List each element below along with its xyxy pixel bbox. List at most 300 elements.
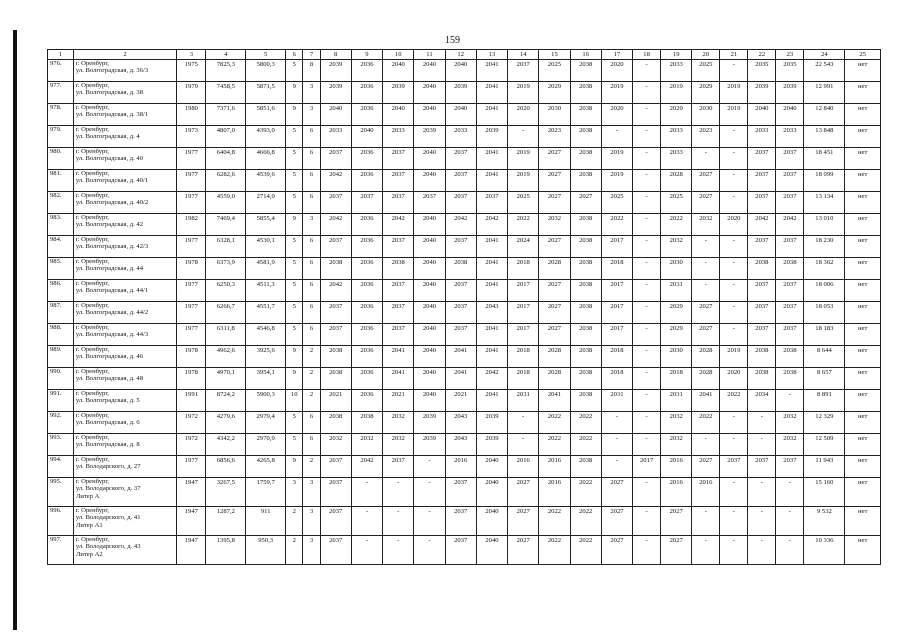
- address-line: г. Оренбург,: [75, 390, 109, 397]
- data-cell: 2038: [570, 60, 601, 82]
- data-cell: 2040: [414, 82, 445, 104]
- data-cell: 2037: [748, 170, 776, 192]
- data-cell: -: [776, 478, 804, 507]
- data-cell: 2036: [351, 60, 382, 82]
- address-line: ул. Волгоградская, д. 8: [75, 441, 140, 449]
- row-number-cell: 992.: [48, 412, 74, 434]
- data-cell: 1978: [177, 346, 206, 368]
- address-line: г. Оренбург,: [75, 346, 109, 353]
- data-cell: 2041: [476, 104, 507, 126]
- data-cell: 2037: [320, 507, 351, 536]
- data-cell: 2019: [508, 82, 539, 104]
- data-cell: 2042: [320, 280, 351, 302]
- data-cell: 2027: [692, 170, 720, 192]
- data-cell: 2019: [661, 82, 692, 104]
- data-cell: 2037: [320, 148, 351, 170]
- data-cell: 4581,9: [246, 258, 286, 280]
- data-cell: 6: [303, 258, 320, 280]
- data-cell: 2041: [476, 60, 507, 82]
- data-cell: 2041: [476, 170, 507, 192]
- data-cell: 6: [303, 126, 320, 148]
- column-number-header: 4: [206, 50, 246, 60]
- data-cell: 2040: [414, 170, 445, 192]
- table-row: [48, 60, 881, 82]
- data-cell: 12 509: [804, 434, 845, 456]
- data-cell: 5: [286, 280, 303, 302]
- data-cell: 7458,5: [206, 82, 246, 104]
- data-cell: -: [351, 478, 382, 507]
- row-number-cell: 989.: [48, 346, 74, 368]
- data-cell: 2037: [320, 478, 351, 507]
- data-cell: 2022: [570, 412, 601, 434]
- table-row: [48, 507, 881, 536]
- data-cell: 8724,2: [206, 390, 246, 412]
- address-line: ул. Волгоградская, д. 40: [75, 155, 144, 163]
- data-cell: 11 943: [804, 456, 845, 478]
- table-row: [48, 434, 881, 456]
- data-cell: 2041: [383, 346, 414, 368]
- data-cell: 2028: [539, 368, 570, 390]
- table-row: [48, 148, 881, 170]
- data-cell: 2037: [748, 236, 776, 258]
- address-line: г. Оренбург,: [75, 478, 109, 485]
- data-cell: 2032: [661, 236, 692, 258]
- row-number-cell: 997.: [48, 536, 74, 565]
- data-cell: 5: [286, 170, 303, 192]
- data-cell: 2018: [661, 368, 692, 390]
- data-cell: 2036: [351, 346, 382, 368]
- data-cell: 2037: [445, 302, 476, 324]
- data-cell: 2042: [476, 214, 507, 236]
- data-cell: 1978: [177, 368, 206, 390]
- data-cell: 2022: [601, 214, 632, 236]
- data-cell: 4393,0: [246, 126, 286, 148]
- data-cell: 2038: [570, 148, 601, 170]
- column-number-header: 13: [476, 50, 507, 60]
- data-cell: 2018: [601, 258, 632, 280]
- address-line: ул. Волгоградская, д. 44/3: [75, 331, 149, 339]
- address-line: Литер А2: [75, 550, 103, 558]
- data-cell: -: [633, 60, 661, 82]
- data-cell: 2035: [748, 60, 776, 82]
- data-cell: -: [692, 434, 720, 456]
- data-cell: 4807,0: [206, 126, 246, 148]
- data-cell: нет: [845, 536, 881, 565]
- data-cell: 2: [303, 368, 320, 390]
- data-cell: 2037: [383, 148, 414, 170]
- table-row: [48, 192, 881, 214]
- data-cell: 15 160: [804, 478, 845, 507]
- data-cell: 8 644: [804, 346, 845, 368]
- data-cell: 2032: [351, 434, 382, 456]
- data-cell: 2037: [776, 456, 804, 478]
- data-cell: 4551,7: [246, 302, 286, 324]
- address-cell: [73, 126, 176, 148]
- data-cell: -: [633, 536, 661, 565]
- address-line: г. Оренбург,: [75, 236, 109, 243]
- data-cell: 2038: [776, 258, 804, 280]
- data-cell: -: [633, 280, 661, 302]
- data-cell: 6250,3: [206, 280, 246, 302]
- data-cell: 2034: [748, 390, 776, 412]
- data-cell: 2039: [476, 126, 507, 148]
- data-cell: 2036: [351, 368, 382, 390]
- data-cell: нет: [845, 148, 881, 170]
- data-cell: 2038: [570, 390, 601, 412]
- data-cell: 1759,7: [246, 478, 286, 507]
- data-cell: 2024: [508, 236, 539, 258]
- data-cell: 3: [303, 507, 320, 536]
- column-number-header: 25: [845, 50, 881, 60]
- data-cell: 5851,6: [246, 104, 286, 126]
- column-number-header: 24: [804, 50, 845, 60]
- data-cell: 2032: [692, 214, 720, 236]
- address-cell: [73, 192, 176, 214]
- data-cell: 2018: [508, 346, 539, 368]
- address-cell: [73, 507, 176, 536]
- data-cell: 2040: [445, 104, 476, 126]
- data-cell: 2036: [351, 236, 382, 258]
- data-cell: 2037: [776, 192, 804, 214]
- data-cell: 2038: [570, 368, 601, 390]
- data-cell: 2025: [539, 60, 570, 82]
- address-line: ул. Володарского, д. 37: [75, 485, 141, 493]
- address-line: г. Оренбург,: [75, 126, 109, 133]
- address-line: ул. Волгоградская, д. 40/1: [75, 177, 149, 185]
- data-cell: 2027: [692, 192, 720, 214]
- address-cell: [73, 456, 176, 478]
- binding-edge-mark: [13, 30, 17, 630]
- data-cell: 2029: [692, 82, 720, 104]
- data-cell: 2027: [661, 536, 692, 565]
- data-cell: 2041: [476, 236, 507, 258]
- data-cell: 2039: [776, 82, 804, 104]
- table-row: [48, 390, 881, 412]
- data-cell: нет: [845, 214, 881, 236]
- data-cell: 2040: [476, 478, 507, 507]
- data-cell: нет: [845, 346, 881, 368]
- data-cell: -: [633, 390, 661, 412]
- address-line: г. Оренбург,: [75, 368, 109, 375]
- data-cell: -: [776, 536, 804, 565]
- address-cell: [73, 536, 176, 565]
- data-cell: нет: [845, 434, 881, 456]
- data-cell: 1977: [177, 302, 206, 324]
- data-cell: 6311,8: [206, 324, 246, 346]
- data-cell: 1977: [177, 148, 206, 170]
- data-cell: 2022: [692, 412, 720, 434]
- data-cell: -: [633, 214, 661, 236]
- data-cell: 2038: [570, 126, 601, 148]
- table-row: [48, 412, 881, 434]
- data-cell: 2040: [445, 60, 476, 82]
- data-cell: 2020: [601, 60, 632, 82]
- data-cell: 12 840: [804, 104, 845, 126]
- table-row: [48, 302, 881, 324]
- data-cell: -: [633, 302, 661, 324]
- row-number-cell: 990.: [48, 368, 74, 390]
- data-cell: 2714,0: [246, 192, 286, 214]
- data-cell: 4539,6: [246, 170, 286, 192]
- data-cell: 2037: [445, 280, 476, 302]
- data-cell: 5: [286, 60, 303, 82]
- address-cell: [73, 280, 176, 302]
- column-number-header: 17: [601, 50, 632, 60]
- data-cell: 1977: [177, 280, 206, 302]
- row-number-cell: 993.: [48, 434, 74, 456]
- data-cell: 2027: [692, 456, 720, 478]
- data-cell: 2020: [661, 104, 692, 126]
- data-cell: -: [508, 412, 539, 434]
- data-cell: 5: [286, 126, 303, 148]
- data-cell: 2023: [539, 126, 570, 148]
- column-number-header: 10: [383, 50, 414, 60]
- data-cell: 1978: [177, 258, 206, 280]
- data-cell: 2036: [351, 104, 382, 126]
- data-cell: 2023: [692, 126, 720, 148]
- data-cell: нет: [845, 82, 881, 104]
- data-cell: 6282,6: [206, 170, 246, 192]
- data-cell: 2025: [661, 192, 692, 214]
- data-cell: -: [748, 434, 776, 456]
- data-cell: 2037: [445, 478, 476, 507]
- data-cell: 2036: [351, 170, 382, 192]
- address-line: Литер А: [75, 492, 100, 500]
- data-cell: 2016: [508, 456, 539, 478]
- data-cell: 2038: [320, 412, 351, 434]
- address-line: ул. Волгоградская, д. 48: [75, 375, 144, 383]
- data-cell: 13 134: [804, 192, 845, 214]
- data-cell: нет: [845, 368, 881, 390]
- data-cell: 2039: [414, 126, 445, 148]
- data-cell: 2027: [539, 302, 570, 324]
- address-cell: [73, 302, 176, 324]
- data-cell: 2019: [720, 82, 748, 104]
- data-cell: 1972: [177, 434, 206, 456]
- data-cell: 1979: [177, 82, 206, 104]
- data-cell: 2025: [601, 192, 632, 214]
- data-cell: 2017: [633, 456, 661, 478]
- data-cell: 2027: [508, 507, 539, 536]
- data-cell: 2: [286, 507, 303, 536]
- data-cell: 2038: [570, 302, 601, 324]
- address-line: ул. Волгоградская, д. 44/2: [75, 309, 149, 317]
- data-cell: 2036: [351, 82, 382, 104]
- data-cell: 4666,8: [246, 148, 286, 170]
- table-row: [48, 536, 881, 565]
- data-cell: 2040: [476, 456, 507, 478]
- data-cell: 2038: [748, 258, 776, 280]
- data-cell: 2037: [776, 148, 804, 170]
- data-cell: 2038: [320, 346, 351, 368]
- data-cell: 2040: [414, 280, 445, 302]
- data-cell: 8 891: [804, 390, 845, 412]
- data-cell: 6: [303, 412, 320, 434]
- table-row: [48, 368, 881, 390]
- data-cell: 2019: [601, 82, 632, 104]
- data-cell: 2040: [414, 324, 445, 346]
- data-cell: 2038: [320, 368, 351, 390]
- data-cell: нет: [845, 236, 881, 258]
- data-cell: 2037: [445, 148, 476, 170]
- data-cell: 2040: [414, 346, 445, 368]
- data-cell: 2020: [720, 368, 748, 390]
- data-cell: 2032: [776, 434, 804, 456]
- data-cell: 2019: [601, 148, 632, 170]
- data-cell: 2040: [383, 104, 414, 126]
- data-cell: 18 362: [804, 258, 845, 280]
- data-cell: 2022: [539, 412, 570, 434]
- address-line: ул. Володарского, д. 41: [75, 514, 141, 522]
- data-cell: 2042: [383, 214, 414, 236]
- data-cell: 2018: [508, 258, 539, 280]
- data-cell: 2038: [748, 346, 776, 368]
- data-cell: 2043: [445, 412, 476, 434]
- data-cell: -: [633, 258, 661, 280]
- data-cell: 2037: [320, 456, 351, 478]
- data-cell: 2029: [661, 302, 692, 324]
- data-cell: 2037: [508, 60, 539, 82]
- row-number-cell: 986.: [48, 280, 74, 302]
- data-cell: 2041: [476, 346, 507, 368]
- data-cell: 2027: [508, 536, 539, 565]
- address-line: г. Оренбург,: [75, 456, 109, 463]
- data-cell: 1972: [177, 412, 206, 434]
- data-cell: -: [748, 536, 776, 565]
- address-line: ул. Волгоградская, д. 38: [75, 89, 144, 97]
- data-cell: 6: [303, 192, 320, 214]
- data-cell: 2036: [351, 214, 382, 236]
- data-cell: -: [601, 412, 632, 434]
- data-cell: 2037: [476, 192, 507, 214]
- data-cell: -: [720, 412, 748, 434]
- row-number-cell: 982.: [48, 192, 74, 214]
- column-number-header: 5: [246, 50, 286, 60]
- data-cell: 1287,2: [206, 507, 246, 536]
- data-cell: -: [383, 536, 414, 565]
- data-cell: -: [633, 192, 661, 214]
- data-cell: 2037: [445, 170, 476, 192]
- data-cell: 8 657: [804, 368, 845, 390]
- address-line: г. Оренбург,: [75, 258, 109, 265]
- data-cell: 1947: [177, 478, 206, 507]
- data-cell: 4559,0: [206, 192, 246, 214]
- address-line: ул. Волгоградская, д. 6: [75, 419, 140, 427]
- address-line: ул. Волгоградская, д. 4: [75, 133, 140, 141]
- data-cell: 1975: [177, 60, 206, 82]
- data-cell: 2030: [661, 258, 692, 280]
- data-cell: 2040: [414, 302, 445, 324]
- data-cell: 6328,1: [206, 236, 246, 258]
- data-cell: 2043: [445, 434, 476, 456]
- data-cell: 18 099: [804, 170, 845, 192]
- data-cell: -: [414, 507, 445, 536]
- data-cell: 2038: [445, 258, 476, 280]
- data-cell: 2037: [445, 507, 476, 536]
- data-cell: 2979,4: [246, 412, 286, 434]
- data-cell: -: [508, 434, 539, 456]
- data-cell: 2036: [351, 302, 382, 324]
- data-cell: -: [720, 148, 748, 170]
- address-cell: [73, 82, 176, 104]
- data-cell: 6266,7: [206, 302, 246, 324]
- row-number-cell: 976.: [48, 60, 74, 82]
- data-cell: 2041: [476, 324, 507, 346]
- data-cell: нет: [845, 258, 881, 280]
- data-cell: 2016: [661, 478, 692, 507]
- data-cell: 2017: [508, 280, 539, 302]
- data-cell: нет: [845, 478, 881, 507]
- column-number-header: 7: [303, 50, 320, 60]
- data-cell: -: [692, 507, 720, 536]
- data-cell: -: [414, 478, 445, 507]
- data-cell: 1977: [177, 236, 206, 258]
- data-cell: 2037: [383, 324, 414, 346]
- data-cell: 2035: [776, 60, 804, 82]
- data-cell: 1977: [177, 324, 206, 346]
- data-cell: 2041: [539, 390, 570, 412]
- data-cell: -: [720, 507, 748, 536]
- address-cell: [73, 368, 176, 390]
- address-cell: [73, 434, 176, 456]
- data-cell: 2033: [661, 148, 692, 170]
- data-cell: -: [720, 170, 748, 192]
- data-cell: 2040: [476, 507, 507, 536]
- data-cell: 2037: [776, 302, 804, 324]
- data-cell: 2042: [351, 456, 382, 478]
- data-cell: 2032: [320, 434, 351, 456]
- data-cell: -: [720, 302, 748, 324]
- data-cell: -: [720, 60, 748, 82]
- data-cell: -: [508, 126, 539, 148]
- data-cell: 5: [286, 324, 303, 346]
- data-cell: 2021: [445, 390, 476, 412]
- column-number-header: 11: [414, 50, 445, 60]
- address-line: г. Оренбург,: [75, 324, 109, 331]
- data-cell: 2037: [445, 192, 476, 214]
- data-cell: 2041: [692, 390, 720, 412]
- column-number-header: 16: [570, 50, 601, 60]
- data-cell: 2022: [539, 536, 570, 565]
- column-number-header: 9: [351, 50, 382, 60]
- data-cell: 6: [303, 170, 320, 192]
- data-cell: 2042: [445, 214, 476, 236]
- data-cell: -: [633, 104, 661, 126]
- data-cell: 2020: [508, 104, 539, 126]
- data-cell: 2037: [414, 192, 445, 214]
- address-line: ул. Волгоградская, д. 5: [75, 397, 140, 405]
- data-cell: 12 329: [804, 412, 845, 434]
- data-cell: -: [692, 148, 720, 170]
- data-cell: -: [414, 536, 445, 565]
- data-cell: 4970,1: [206, 368, 246, 390]
- data-cell: 2037: [748, 148, 776, 170]
- data-cell: 2042: [776, 214, 804, 236]
- data-cell: 2041: [476, 280, 507, 302]
- row-number-cell: 995.: [48, 478, 74, 507]
- data-cell: 2030: [692, 104, 720, 126]
- data-cell: нет: [845, 324, 881, 346]
- row-number-cell: 983.: [48, 214, 74, 236]
- column-number-header: 6: [286, 50, 303, 60]
- data-cell: 2037: [383, 280, 414, 302]
- data-cell: 2032: [661, 434, 692, 456]
- row-number-cell: 985.: [48, 258, 74, 280]
- data-cell: 2: [303, 390, 320, 412]
- data-cell: -: [720, 324, 748, 346]
- data-cell: 2037: [320, 236, 351, 258]
- data-cell: 2038: [570, 258, 601, 280]
